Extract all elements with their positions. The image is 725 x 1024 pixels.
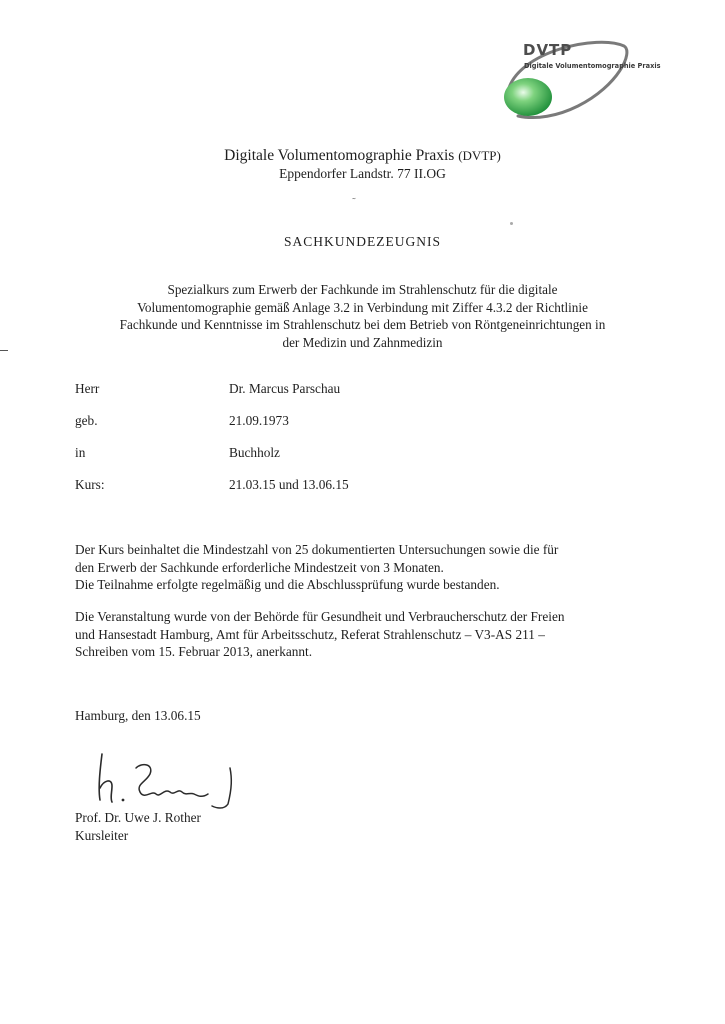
paragraph-line: Der Kurs beinhaltet die Mindestzahl von 25 dokumentierten Untersuchungen sowie die für	[75, 542, 559, 557]
field-row-birthplace	[75, 445, 635, 477]
paragraph-line: den Erwerb der Sachkunde erforderliche Mindestzeit von 3 Monaten.	[75, 559, 444, 575]
field-value: Buchholz	[229, 445, 280, 460]
institution-name	[0, 146, 725, 165]
course-description	[70, 281, 655, 351]
paragraph-line: Die Teilnahme erfolgte regelmäßig und die Abschlussprüfung wurde bestanden.	[75, 577, 500, 592]
signer-name: Prof. Dr. Uwe J. Rother	[75, 810, 201, 825]
dvtp-logo	[498, 36, 683, 126]
fold-mark	[0, 350, 8, 351]
letterhead	[0, 146, 725, 183]
field-value: Dr. Marcus Parschau	[229, 381, 341, 396]
paragraph-line: Die Veranstaltung wurde von der Behörde für Gesundheit und Verbraucherschutz der Freien	[75, 609, 565, 624]
field-label: Herr	[75, 381, 100, 396]
intro-line: Spezialkurs zum Erwerb der Fachkunde im Strahlenschutz für die digitale	[167, 282, 558, 297]
place-and-date: Hamburg, den 13.06.15	[75, 708, 201, 723]
institution-address: Eppendorfer Landstr. 77 II.OG	[279, 166, 446, 181]
institution-abbreviation: (DVTP)	[458, 148, 501, 163]
scan-mark: ˜	[352, 196, 356, 208]
field-value: 21.09.1973	[229, 413, 289, 428]
paragraph-line: und Hansestadt Hamburg, Amt für Arbeitsschutz, Referat Strahlenschutz – V3-AS 211 –	[75, 626, 545, 642]
accreditation-paragraph	[75, 608, 655, 661]
logo-title: DVTP	[523, 41, 573, 59]
intro-line: Volumentomographie gemäß Anlage 3.2 in Verbindung mit Ziffer 4.3.2 der Richtlinie	[137, 299, 588, 315]
field-row-salutation	[75, 381, 635, 413]
intro-line: der Medizin und Zahnmedizin	[282, 334, 443, 350]
paragraph-line: Schreiben vom 15. Februar 2013, anerkannt.	[75, 644, 313, 659]
field-label: geb.	[75, 413, 98, 428]
participant-details	[75, 381, 635, 509]
institution-full-name: Digitale Volumentomographie Praxis	[224, 147, 455, 164]
signer-role: Kursleiter	[75, 828, 129, 843]
field-row-birthdate	[75, 413, 635, 445]
logo-subtitle: Digitale Volumentomographie Praxis	[524, 62, 661, 70]
field-label: in	[75, 445, 86, 460]
field-row-course-dates	[75, 477, 635, 509]
signer-block	[75, 809, 201, 845]
course-content-paragraph	[75, 541, 655, 594]
field-value: 21.03.15 und 13.06.15	[229, 477, 349, 492]
document-title: SACHKUNDEZEUGNIS	[284, 234, 441, 249]
scan-speck	[510, 222, 513, 225]
signature-icon	[90, 748, 250, 812]
intro-line: Fachkunde und Kenntnisse im Strahlenschutz bei dem Betrieb von Röntgeneinrichtungen in	[119, 317, 606, 332]
field-label: Kurs:	[75, 477, 105, 492]
